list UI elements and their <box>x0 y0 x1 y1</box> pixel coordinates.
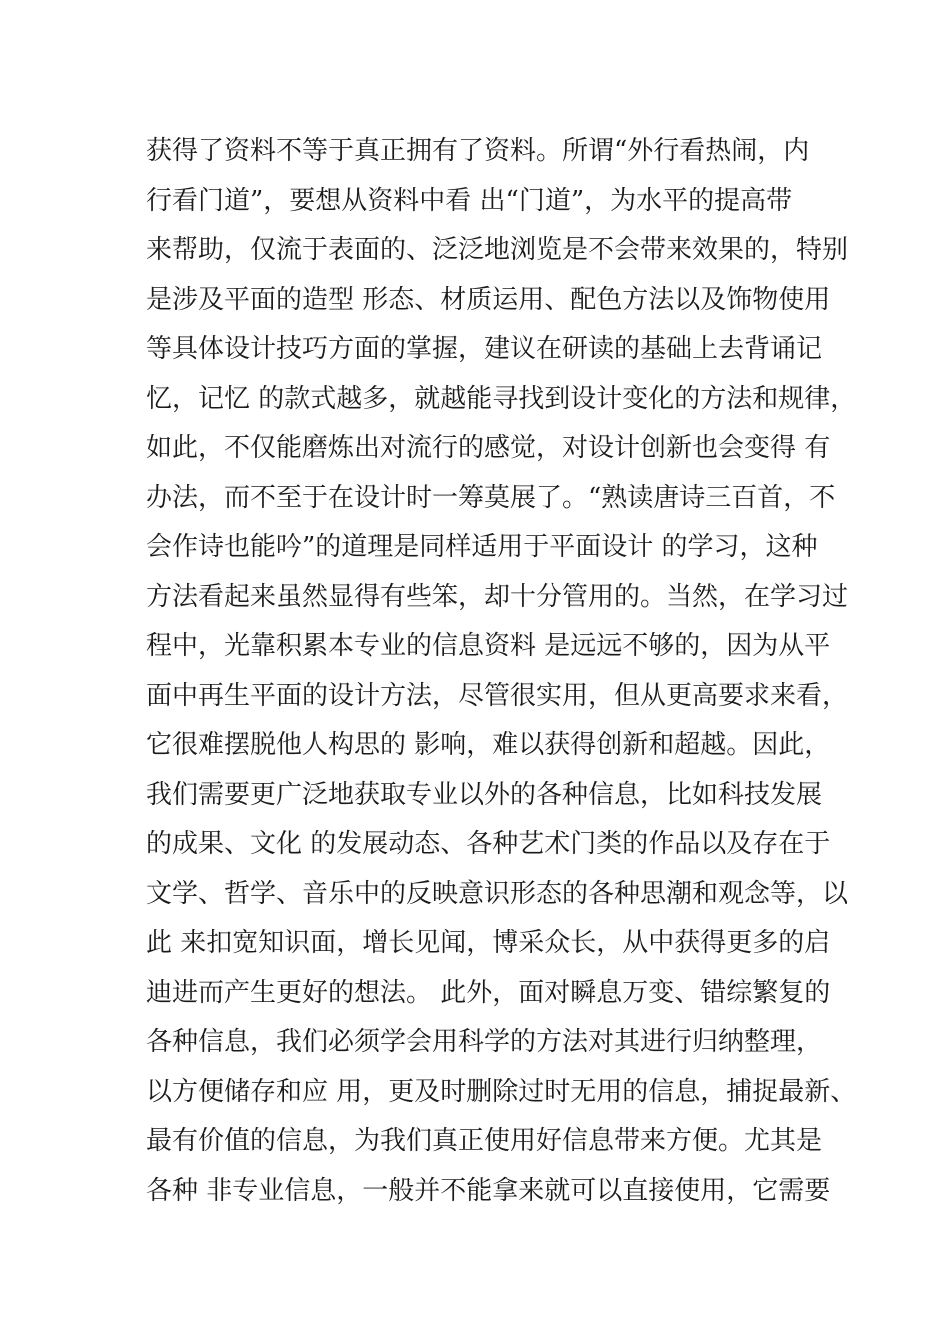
text-line: 会作诗也能吟”的道理是同样适用于平面设计 的学习，这种 <box>146 532 818 562</box>
text-line: 等具体设计技巧方面的掌握，建议在研读的基础上去背诵记 <box>146 334 823 364</box>
text-line: 获得了资料不等于真正拥有了资料。所谓“外行看热闹，内 <box>146 136 810 166</box>
text-line: 它很难摆脱他人构思的 影响，难以获得创新和超越。因此， <box>146 730 831 760</box>
text-line: 办法，而不至于在设计时一筹莫展了。“熟读唐诗三百首，不 <box>146 482 836 513</box>
text-line: 各种 非专业信息，一般并不能拿来就可以直接使用，它需要 <box>146 1175 831 1206</box>
text-line: 此 来扣宽知识面，增长见闻，博采众长，从中获得更多的启 <box>146 928 831 958</box>
text-line: 来帮助，仅流于表面的、泛泛地浏览是不会带来效果的，特别 <box>146 235 849 265</box>
text-line: 方法看起来虽然显得有些笨，却十分管用的。当然，在学习过 <box>146 581 849 612</box>
text-line: 程中，光靠积累本专业的信息资料 是远远不够的，因为从平 <box>146 631 831 661</box>
text-line: 行看门道”，要想从资料中看 出“门道”，为水平的提高带 <box>146 185 793 216</box>
text-line: 各种信息，我们必须学会用科学的方法对其进行归纳整理， <box>146 1027 823 1057</box>
text-line: 以方便储存和应 用，更及时删除过时无用的信息，捕捉最新、 <box>146 1076 857 1107</box>
text-line: 是涉及平面的造型 形态、材质运用、配色方法以及饰物使用 <box>146 284 831 315</box>
text-line: 文学、哲学、音乐中的反映意识形态的各种思潮和观念等，以 <box>146 878 849 909</box>
text-line: 如此，不仅能磨炼出对流行的感觉，对设计创新也会变得 有 <box>146 433 831 463</box>
text-line: 最有价值的信息，为我们真正使用好信息带来方便。尤其是 <box>146 1126 823 1156</box>
text-line: 面中再生平面的设计方法，尽管很实用，但从更高要求来看， <box>146 680 849 711</box>
text-line: 的成果、文化 的发展动态、各种艺术门类的作品以及存在于 <box>146 829 831 859</box>
text-line: 我们需要更广泛地获取专业以外的各种信息，比如科技发展 <box>146 779 823 810</box>
text-line: 忆，记忆 的款式越多，就越能寻找到设计变化的方法和规律， <box>146 383 857 414</box>
body-paragraph <box>146 127 857 1216</box>
text-line: 迪进而产生更好的想法。 此外，面对瞬息万变、错综繁复的 <box>146 977 831 1008</box>
